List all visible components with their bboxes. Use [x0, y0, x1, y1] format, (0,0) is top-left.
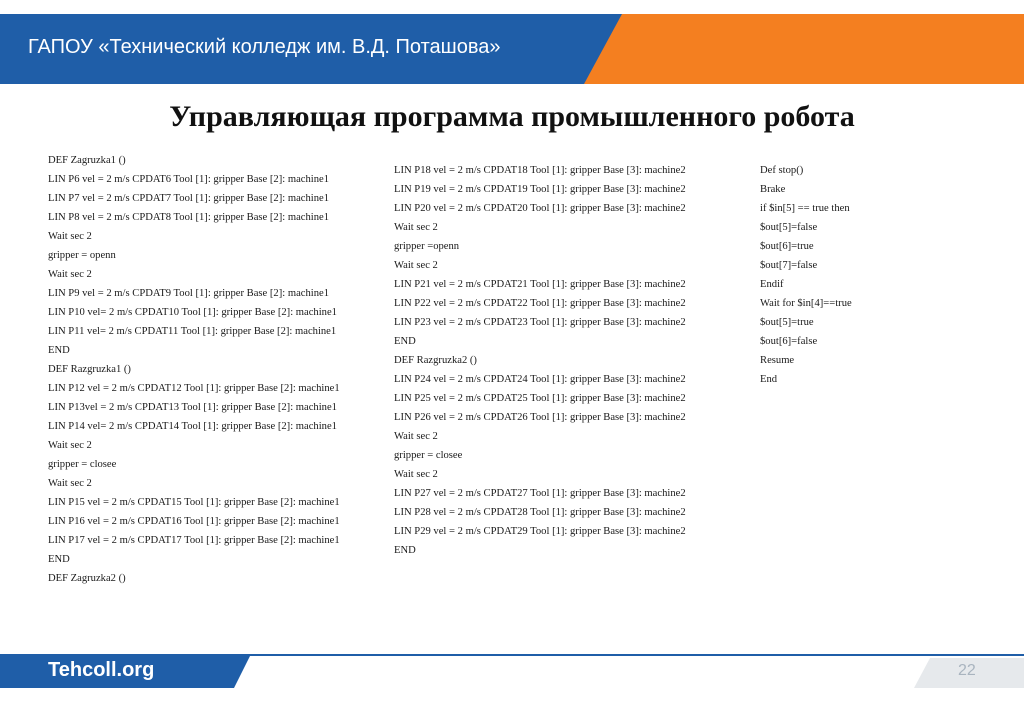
code-line: LIN P9 vel = 2 m/s CPDAT9 Tool [1]: gripper Base [2]: machine1 — [48, 288, 330, 299]
code-line: LIN P15 vel = 2 m/s CPDAT15 Tool [1]: gripper Base [2]: machine1 — [48, 497, 340, 508]
code-line: gripper = closee — [48, 459, 117, 470]
code-line: LIN P23 vel = 2 m/s CPDAT23 Tool [1]: gripper Base [3]: machine2 — [394, 317, 686, 328]
code-line: LIN P21 vel = 2 m/s CPDAT21 Tool [1]: gripper Base [3]: machine2 — [394, 279, 686, 290]
code-column-1 — [48, 151, 340, 588]
header-orange-band — [572, 14, 1024, 84]
code-column-2 — [394, 161, 686, 560]
code-line: LIN P8 vel = 2 m/s CPDAT8 Tool [1]: gripper Base [2]: machine1 — [48, 212, 330, 223]
code-line: Resume — [760, 355, 795, 366]
code-column-3 — [760, 161, 852, 389]
code-line: LIN P27 vel = 2 m/s CPDAT27 Tool [1]: gripper Base [3]: machine2 — [394, 488, 686, 499]
code-line: $out[7]=false — [760, 260, 818, 271]
code-line: LIN P7 vel = 2 m/s CPDAT7 Tool [1]: gripper Base [2]: machine1 — [48, 193, 330, 204]
code-line: Wait sec 2 — [48, 478, 92, 489]
code-line: Wait sec 2 — [48, 440, 92, 451]
code-line: LIN P25 vel = 2 m/s CPDAT25 Tool [1]: gripper Base [3]: machine2 — [394, 393, 686, 404]
code-line: LIN P29 vel = 2 m/s CPDAT29 Tool [1]: gripper Base [3]: machine2 — [394, 526, 686, 537]
code-line: $out[6]=false — [760, 336, 818, 347]
code-line: $out[5]=false — [760, 222, 818, 233]
code-line: LIN P12 vel = 2 m/s CPDAT12 Tool [1]: gripper Base [2]: machine1 — [48, 383, 340, 394]
code-line: gripper = closee — [394, 450, 463, 461]
code-line: DEF Razgruzka1 () — [48, 364, 131, 375]
code-line: $out[6]=true — [760, 241, 814, 252]
code-line: if $in[5] == true then — [760, 203, 850, 214]
code-line: Wait for $in[4]==true — [760, 298, 852, 309]
code-line: gripper =openn — [394, 241, 460, 252]
code-line: END — [394, 336, 416, 347]
code-line: Endif — [760, 279, 784, 290]
code-line: Wait sec 2 — [394, 469, 438, 480]
code-line: End — [760, 374, 778, 385]
footer-bar — [0, 652, 1024, 692]
code-line: LIN P16 vel = 2 m/s CPDAT16 Tool [1]: gripper Base [2]: machine1 — [48, 516, 340, 527]
code-line: Wait sec 2 — [394, 222, 438, 233]
code-line: Def stop() — [760, 165, 804, 176]
code-line: LIN P6 vel = 2 m/s CPDAT6 Tool [1]: gripper Base [2]: machine1 — [48, 174, 330, 185]
code-line: LIN P22 vel = 2 m/s CPDAT22 Tool [1]: gripper Base [3]: machine2 — [394, 298, 686, 309]
code-line: END — [394, 545, 416, 556]
code-line: LIN P19 vel = 2 m/s CPDAT19 Tool [1]: gripper Base [3]: machine2 — [394, 184, 686, 195]
code-line: LIN P13vel = 2 m/s CPDAT13 Tool [1]: gripper Base [2]: machine1 — [48, 402, 337, 413]
code-line: Wait sec 2 — [48, 269, 92, 280]
code-line: END — [48, 554, 70, 565]
code-line: Wait sec 2 — [394, 431, 438, 442]
code-line: DEF Razgruzka2 () — [394, 355, 477, 366]
code-line: Brake — [760, 184, 786, 195]
code-line: LIN P17 vel = 2 m/s CPDAT17 Tool [1]: gripper Base [2]: machine1 — [48, 535, 340, 546]
header-banner — [0, 14, 1024, 84]
code-line: DEF Zagruzka1 () — [48, 155, 126, 166]
code-line: LIN P28 vel = 2 m/s CPDAT28 Tool [1]: gripper Base [3]: machine2 — [394, 507, 686, 518]
page-number: 22 — [958, 662, 976, 679]
code-line: DEF Zagruzka2 () — [48, 573, 126, 584]
header-title: ГАПОУ «Технический колледж им. В.Д. Поташова» — [28, 36, 501, 58]
code-line: LIN P26 vel = 2 m/s CPDAT26 Tool [1]: gripper Base [3]: machine2 — [394, 412, 686, 423]
code-line: LIN P24 vel = 2 m/s CPDAT24 Tool [1]: gripper Base [3]: machine2 — [394, 374, 686, 385]
footer-site-link[interactable]: Tehcoll.org — [48, 659, 155, 681]
code-line: LIN P11 vel= 2 m/s CPDAT11 Tool [1]: gripper Base [2]: machine1 — [48, 326, 337, 337]
code-line: $out[5]=true — [760, 317, 814, 328]
code-line: LIN P20 vel = 2 m/s CPDAT20 Tool [1]: gripper Base [3]: machine2 — [394, 203, 686, 214]
code-line: END — [48, 345, 70, 356]
slide-heading: Управляющая программа промышленного робота — [169, 100, 855, 133]
code-line: Wait sec 2 — [48, 231, 92, 242]
code-line: Wait sec 2 — [394, 260, 438, 271]
code-line: LIN P10 vel= 2 m/s CPDAT10 Tool [1]: gripper Base [2]: machine1 — [48, 307, 337, 318]
code-line: gripper = openn — [48, 250, 116, 261]
code-line: LIN P14 vel= 2 m/s CPDAT14 Tool [1]: gripper Base [2]: machine1 — [48, 421, 337, 432]
code-line: LIN P18 vel = 2 m/s CPDAT18 Tool [1]: gripper Base [3]: machine2 — [394, 165, 686, 176]
